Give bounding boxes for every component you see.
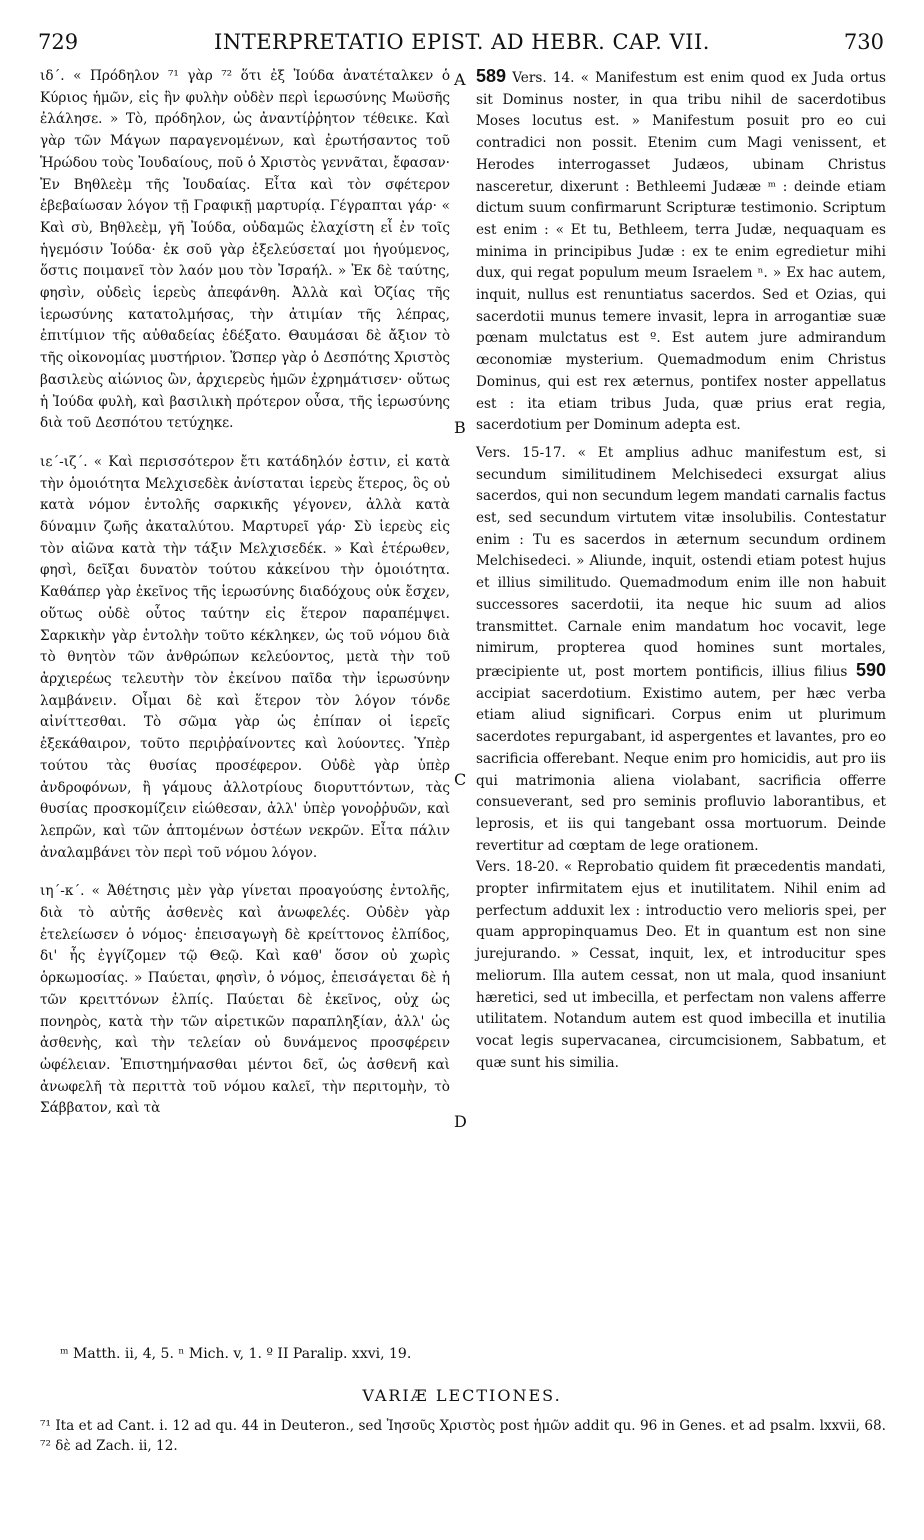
latin-text-14: Vers. 14. « Manifestum est enim quod ex Juda ortus sit Dominus noster, in qua tribu nihil de sacerdotibus Moses locutus est. » Manifestum posuit pro eo cui contradici non possit. Etenim cum Magi venissent, et Herodes interrogasset Judæos, ubinam Christus nasceretur, dixerunt : Bethleemi Judææ ᵐ : deinde etiam dictum suum confirmarunt Scripturæ testimonio. Scriptum est enim : « Et tu, Bethleem, terra Judæ, nequaquam es minima in principibus Judæ : ex te enim egredietur mihi dux, qui regat populum meum Israelem ⁿ. » Ex hac autem, inquit, nullus est renuntiatus sacerdos. Sed et Ozias, qui sacerdotii munus temere invasit, lepra in arrogantiæ suæ pœnam mulctatus est º. Est autem jure admirandum œconomiæ mysterium. Quemadmodum enim Christus Dominus, qui est rex æternus, pontifex noster appellatus est : ita etiam tribus Juda, quæ prius erat regia, sacerdotium per Dominum adepta est. [476,70,886,434]
latin-column [476,66,886,1074]
latin-paragraph-15-17 [476,443,886,857]
latin-text-15-17b: accipiat sacerdotium. Existimo autem, per hæc verba etiam aliud significari. Corpus enim ut plurimum sacerdotes repurgabant, id aspergentes et lavantes, pro eo sacrificia offerebant. Neque enim pro homicidis, aut pro iis qui matrimonia aliena violabant, sacrificia offerre consueverant, sed pro seminis profluvio laborantibus, et leprosis, et iis qui tangebant ossa mortuorum. Deinde revertitur ad cœptam de lege orationem. [476,685,886,854]
footnote-references: ᵐ Matth. ii, 4, 5. ⁿ Mich. v, 1. º II Paralip. xxvi, 19. [60,1346,412,1362]
margin-letter-a: A [454,70,466,89]
greek-column [40,66,450,1120]
margin-letter-c: C [454,770,467,789]
variae-lectiones-text: ⁷¹ Ita et ad Cant. i. 12 ad qu. 44 in Deuteron., sed Ἰησοῦς Χριστὸς post ἡμῶν addit qu. 96 in Genes. et ad psalm. lxxvii, 68. ⁷² δὲ ad Zach. ii, 12. [40,1418,886,1454]
greek-paragraph-18-20: ιη΄-κ΄. « Ἀθέτησις μὲν γὰρ γίνεται προαγούσης ἐντολῆς, διὰ τὸ αὐτῆς ἀσθενὲς καὶ ἀνωφελές. Οὐδὲν γὰρ ἐτελείωσεν ὁ νόμος· ἐπεισαγωγὴ δὲ κρείττονος ἐλπίδος, δι' ἧς ἐγγίζομεν τῷ Θεῷ. Καὶ καθ' ὅσον οὐ χωρὶς ὁρκωμοσίας. » Παύεται, φησὶν, ὁ νόμος, ἐπεισάγεται δὲ ἡ τῶν κρειττόνων ἐλπίς. Παύεται δὲ ἐκεῖνος, οὐχ ὡς πονηρὸς, κατὰ τὴν τῶν αἱρετικῶν παραπληξίαν, ἀλλ' ὡς ἀσθενὴς, καὶ τὴν τελείαν οὐ δυνάμενος προσφέρειν ὠφέλειαν. Ἐπιστημήνασθαι μέντοι δεῖ, ὡς ἀσθενῆ καὶ ἀνωφελῆ τὰ περιττὰ τοῦ νόμου καλεῖ, τὴν περιτομὴν, τὸ Σάββατον, καὶ τὰ [40,883,450,1117]
margin-letter-d: D [454,1112,467,1131]
page-number-left: 729 [38,30,79,54]
latin-paragraph-18-20: Vers. 18-20. « Reprobatio quidem fit præcedentis mandati, propter infirmitatem ejus et inutilitatem. Nihil enim ad perfectum adduxit lex : introductio vero melioris spei, per quam appropinquamus Deo. Et in quantum est non sine jurejurando. » Cessat, inquit, lex, et introducitur spes meliorum. Illa autem cessat, non ut mala, quod insaniunt hæretici, sed ut imbecilla, et perfectam non valens afferre utilitatem. Notandum autem est quod imbecilla et inutilia vocat legis supervacanea, circumcisionem, Sabbatum, et quæ sunt his similia. [476,859,886,1071]
column-number-590: 590 [855,659,886,680]
margin-letter-b: B [454,418,466,437]
column-number-589: 589 [476,66,507,86]
greek-paragraph-14: ιδ΄. « Πρόδηλον ⁷¹ γὰρ ⁷² ὅτι ἐξ Ἰούδα ἀνατέταλκεν ὁ Κύριος ἡμῶν, εἰς ἣν φυλὴν οὐδὲν περὶ ἱερωσύνης Μωϋσῆς ἐλάλησε. » Τὸ, πρόδηλον, ὡς ἀναντίῤῥητον τέθεικε. Καὶ γὰρ τῶν Μάγων παραγενομένων, καὶ ἐρωτήσαντος τοῦ Ἡρώδου τοὺς Ἰουδαίους, ποῦ ὁ Χριστὸς γεννᾶται, ἔφασαν· Ἐν Βηθλεὲμ τῆς Ἰουδαίας. Εἶτα καὶ τὸν σφέτερον ἐβεβαίωσαν λόγον τῇ Γραφικῇ μαρτυρίᾳ. Γέγραπται γάρ· « Καὶ σὺ, Βηθλεὲμ, γῆ Ἰούδα, οὐδαμῶς ἐλαχίστη εἶ ἐν τοῖς ἡγεμόσιν Ἰούδα· ἐκ σοῦ γὰρ ἐξελεύσεταί μοι ἡγούμενος, ὅστις ποιμανεῖ τὸν λαόν μου τὸν Ἰσραήλ. » Ἐκ δὲ ταύτης, φησὶν, οὐδεὶς ἱερεὺς ἀπεφάνθη. Ἀλλὰ καὶ Ὀζίας τῆς ἱερωσύνης κατατολμήσας, τὴν ἀτιμίαν τῆς λέπρας, ἐπιτίμιον τῆς αὐθαδείας ἐδέξατο. Θαυμάσαι δὲ ἄξιον τὸ τῆς οἰκονομίας μυστήριον. Ὥσπερ γὰρ ὁ Δεσπότης Χριστὸς βασιλεὺς αἰώνιος ὢν, ἀρχιερεὺς ἡμῶν ἐχρημάτισεν· οὕτως ἡ Ἰούδα φυλὴ, καὶ βασιλικὴ πρότερον οὖσα, τῆς ἱερωσύνης διὰ τοῦ Δεσπότου τετύχηκε. [40,68,450,432]
running-header [0,30,924,62]
greek-paragraph-15-17: ιε΄-ιζ΄. « Καὶ περισσότερον ἔτι κατάδηλόν ἐστιν, εἰ κατὰ τὴν ὁμοιότητα Μελχισεδὲκ ἀνίσταται ἱερεὺς ἕτερος, ὃς οὐ κατὰ νόμον ἐντολῆς σαρκικῆς γέγονεν, ἀλλὰ κατὰ δύναμιν ζωῆς ἀκαταλύτου. Μαρτυρεῖ γάρ· Σὺ ἱερεὺς εἰς τὸν αἰῶνα κατὰ τὴν τάξιν Μελχισεδέκ. » Καὶ ἑτέρωθεν, φησὶ, δεῖξαι δυνατὸν τούτου κἀκείνου τὴν ὁμοιότητα. Καθάπερ γὰρ ἐκεῖνος τῆς ἱερωσύνης διαδόχους οὐκ ἔσχεν, οὕτως οὐδὲ οὗτος ταύτην εἰς ἕτερον παραπέμψει. Σαρκικὴν γὰρ ἐντολὴν τοῦτο κέκληκεν, ὡς τοῦ νόμου διὰ τὸ θνητὸν τῶν ἀνθρώπων κελεύοντος, μετὰ τὴν τοῦ ἀρχιερέως τελευτὴν τὸν ἐκείνου παῖδα τὴν ἱερωσύνην λαμβάνειν. Οἶμαι δὲ καὶ ἕτερον τὸν λόγον τόνδε αἰνίττεσθαι. Τὸ σῶμα γὰρ ὡς ἐπίπαν οἱ ἱερεῖς ἐξεκάθαιρον, τοῦτο περιῤῥαίνοντες καὶ λούοντες. Ὑπὲρ τούτου τὰς θυσίας προσέφερον. Οὐδὲ γὰρ ὑπὲρ ἀνδροφόνων, ἢ γάμους ἀλλοτρίους διορυττόντων, τὰς θυσίας προσκομίζειν εἰώθεσαν, ἀλλ' ὑπὲρ γονοῤῥυῶν, καὶ λεπρῶν, καὶ τῶν ἁπτομένων ὀστέων νεκρῶν. Εἶτα πάλιν ἀναλαμβάνει τὸν περὶ τοῦ νόμου λόγον. [40,453,450,861]
latin-paragraph-14 [476,66,886,437]
page-number-right: 730 [843,30,884,54]
variae-lectiones-title: VARIÆ LECTIONES. [362,1386,562,1405]
latin-text-15-17a: Vers. 15-17. « Et amplius adhuc manifestum est, si secundum similitudinem Melchisedeci exsurgat alius sacerdos, qui non secundum legem mandati carnalis factus est, sed secundum virtutem vitæ insolubilis. Contestatur enim : Tu es sacerdos in æternum secundum ordinem Melchisedeci. » Aliunde, inquit, ostendi etiam potest hujus et illius similitudo. Quemadmodum enim ille non habuit successores sacerdotii, ita neque hic suum ad alios transmittet. Carnale enim mandatum hoc vocavit, lege nimirum, propterea quod homines sunt mortales, præcipiente ut, post mortem pontificis, illius filius [476,444,886,680]
running-title: INTERPRETATIO EPIST. AD HEBR. CAP. VII. [214,30,710,54]
